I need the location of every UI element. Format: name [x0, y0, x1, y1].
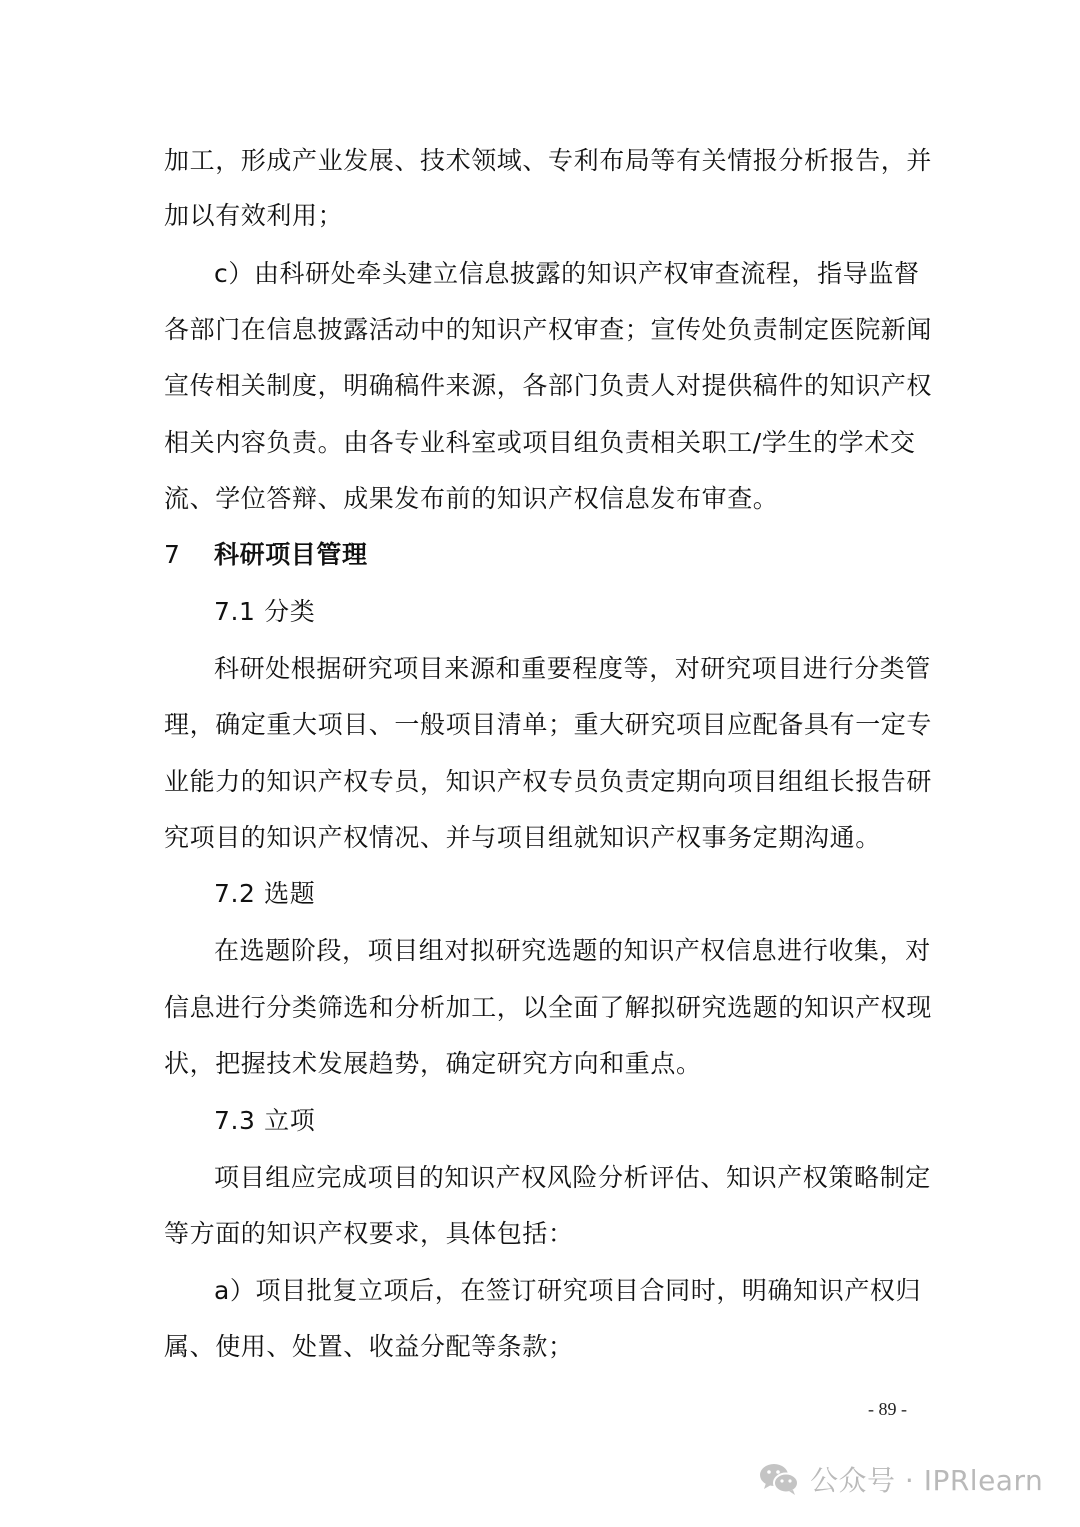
section-number: 7	[164, 540, 181, 569]
subsection-heading: 7.2 选题	[214, 879, 316, 908]
section-heading	[164, 538, 924, 572]
paragraph-line: 加工，形成产业发展、技术领域、专利布局等有关情报分析报告，并	[164, 146, 933, 175]
page-number: - 89 -	[868, 1399, 907, 1419]
paragraph-line: 究项目的知识产权情况、并与项目组就知识产权事务定期沟通。	[164, 823, 881, 852]
section-title: 科研项目管理	[214, 540, 368, 569]
paragraph-line: 等方面的知识产权要求，具体包括：	[164, 1219, 574, 1248]
paragraph-line: 业能力的知识产权专员，知识产权专员负责定期向项目组组长报告研	[164, 767, 933, 796]
subsection-heading: 7.3 立项	[214, 1106, 316, 1135]
paragraph-line: c）由科研处牵头建立信息披露的知识产权审查流程，指导监督	[214, 259, 920, 288]
paragraph-line: 信息进行分类筛选和分析加工，以全面了解拟研究选题的知识产权现	[164, 993, 933, 1022]
paragraph-line: a）项目批复立项后，在签订研究项目合同时，明确知识产权归	[214, 1276, 922, 1305]
paragraph-line: 项目组应完成项目的知识产权风险分析评估、知识产权策略制定	[214, 1163, 931, 1192]
paragraph-line: 理，确定重大项目、一般项目清单；重大研究项目应配备具有一定专	[164, 710, 933, 739]
wechat-icon	[758, 1461, 800, 1497]
watermark-text: 公众号 · IPRlearn	[810, 1464, 1044, 1497]
paragraph-line: 各部门在信息披露活动中的知识产权审查；宣传处负责制定医院新闻	[164, 315, 933, 344]
paragraph-line: 在选题阶段，项目组对拟研究选题的知识产权信息进行收集，对	[214, 936, 931, 965]
paragraph-line: 流、学位答辩、成果发布前的知识产权信息发布审查。	[164, 484, 779, 513]
paragraph-line: 属、使用、处置、收益分配等条款；	[164, 1332, 574, 1361]
paragraph-line: 科研处根据研究项目来源和重要程度等，对研究项目进行分类管	[214, 654, 931, 683]
watermark	[758, 1459, 1043, 1499]
paragraph-line: 相关内容负责。由各专业科室或项目组负责相关职工/学生的学术交	[164, 428, 916, 457]
paragraph-line: 宣传相关制度，明确稿件来源，各部门负责人对提供稿件的知识产权	[164, 371, 933, 400]
paragraph-line: 加以有效利用；	[164, 201, 344, 230]
subsection-heading: 7.1 分类	[214, 597, 316, 626]
paragraph-line: 状，把握技术发展趋势，确定研究方向和重点。	[164, 1049, 702, 1078]
